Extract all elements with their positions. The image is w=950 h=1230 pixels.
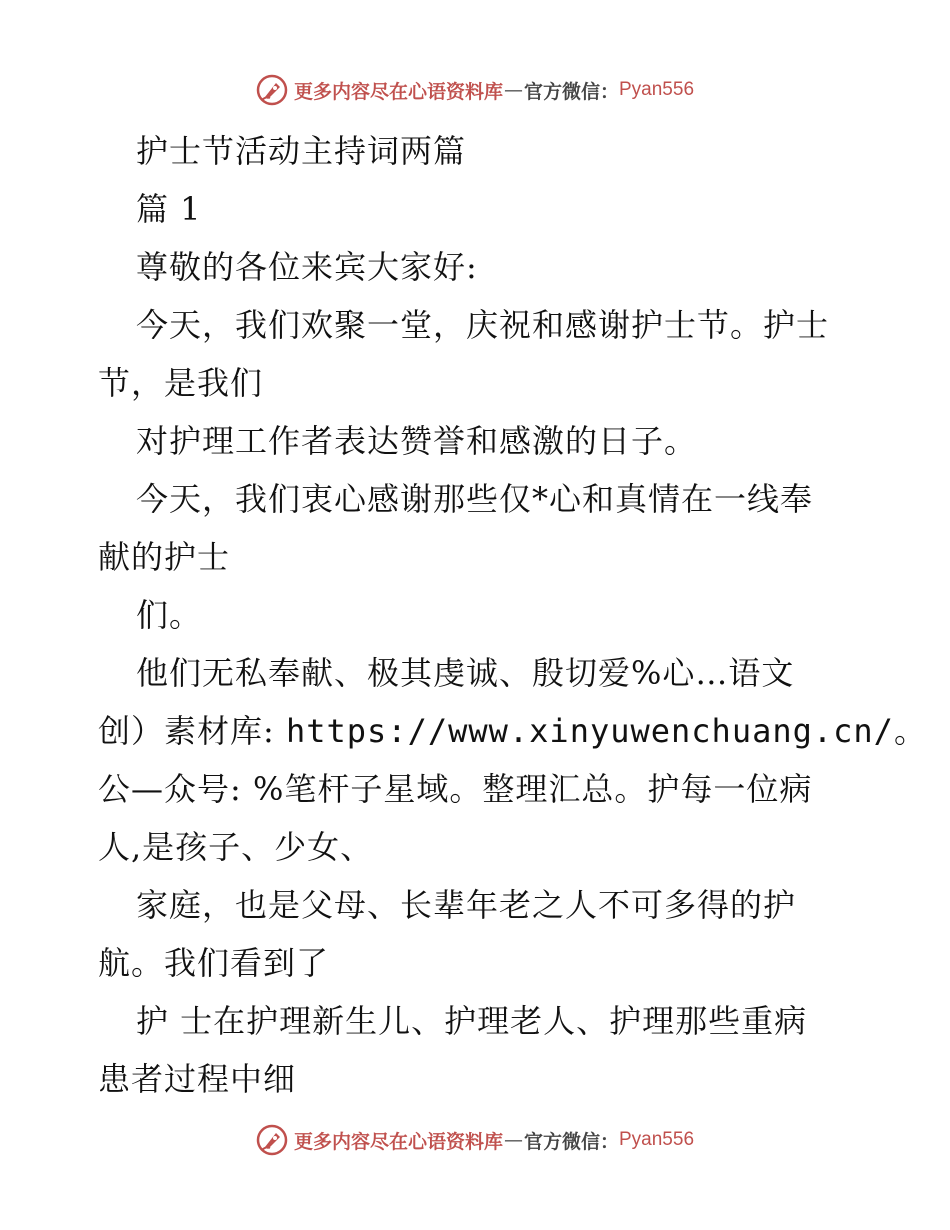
doc-line: 人,是孩子、少女、 (98, 828, 374, 866)
banner-dash: — (503, 1129, 523, 1151)
header-banner (0, 70, 950, 110)
banner-dash: — (503, 79, 523, 101)
doc-line: 们。 (136, 596, 203, 634)
doc-line: 节，是我们 (98, 364, 264, 402)
doc-line: 篇 1 (136, 190, 202, 228)
doc-line: 家庭，也是父母、长辈年老之人不可多得的护 (136, 886, 797, 924)
doc-line: 献的护士 (98, 538, 231, 576)
doc-line-text: 创）素材库: (98, 712, 286, 750)
doc-line-with-url (98, 702, 927, 760)
banner-site-text: 更多内容尽在心语资料库 (293, 1130, 503, 1153)
doc-line: 尊敬的各位来宾大家好: (136, 248, 478, 286)
banner-site-text: 更多内容尽在心语资料库 (293, 80, 503, 103)
doc-line: 对护理工作者表达赞誉和感激的日子。 (136, 422, 698, 460)
pen-nib-logo-icon (256, 1124, 288, 1156)
banner-wechat-id: Pyan556 (619, 79, 695, 100)
doc-line: 今天，我们欢聚一堂，庆祝和感谢护士节。护士 (136, 306, 830, 344)
doc-line: 航。我们看到了 (98, 944, 330, 982)
document-body (98, 122, 927, 1108)
doc-title: 护士节活动主持词两篇 (136, 132, 467, 170)
banner-wechat-id: Pyan556 (619, 1129, 695, 1150)
pen-nib-logo-icon (256, 74, 288, 106)
footer-banner (0, 1120, 950, 1160)
doc-line: 公—众号: %笔杆子星域。整理汇总。护每一位病 (98, 770, 813, 808)
doc-line: 患者过程中细 (98, 1060, 297, 1098)
doc-line: 他们无私奉献、极其虔诚、殷切爱%心…语文 (136, 654, 795, 692)
banner-wechat-label: 官方微信： (523, 1130, 619, 1153)
doc-line: 今天，我们衷心感谢那些仅*心和真情在一线奉 (136, 480, 814, 518)
doc-url-link[interactable]: https://www.xinyuwenchuang.cn/ (285, 712, 894, 750)
banner-wechat-label: 官方微信： (523, 80, 619, 103)
doc-line-text: 。 (893, 712, 927, 750)
doc-line: 护 士在护理新生儿、护理老人、护理那些重病 (136, 1002, 808, 1040)
